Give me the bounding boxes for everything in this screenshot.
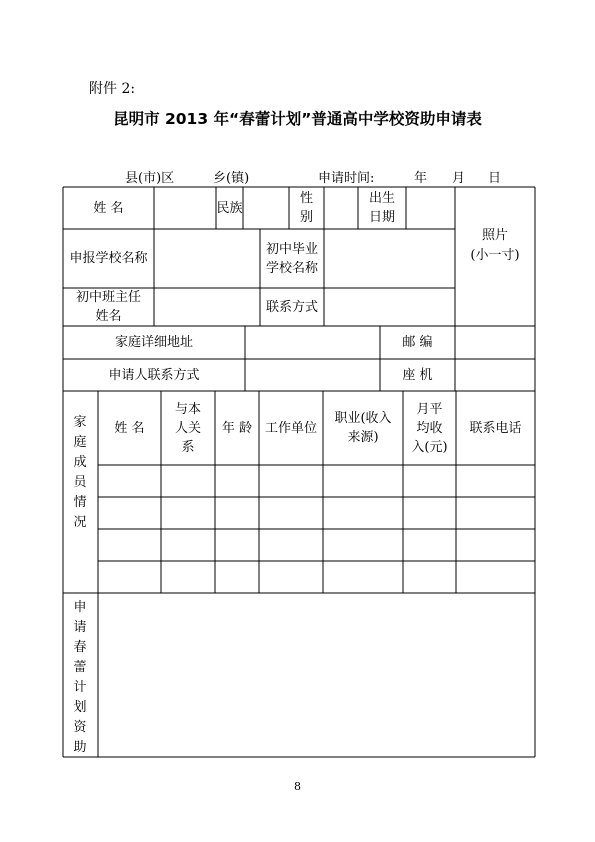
family-row[interactable] bbox=[98, 465, 535, 497]
birth-date-field[interactable] bbox=[406, 187, 455, 229]
family-header-phone: 联系电话 bbox=[469, 420, 522, 436]
landline-field[interactable] bbox=[455, 359, 535, 391]
apply-time-label: 申请时间: bbox=[318, 171, 375, 186]
day-label: 日 bbox=[488, 171, 502, 186]
family-header-occupation: 职业(收入来源) bbox=[334, 411, 392, 445]
family-row[interactable] bbox=[98, 529, 535, 561]
page-number: 8 bbox=[294, 780, 301, 793]
name-field[interactable] bbox=[154, 187, 216, 229]
gender-field[interactable] bbox=[324, 187, 358, 229]
school-name-label: 申报学校名称 bbox=[69, 251, 148, 266]
postcode-label: 邮 编 bbox=[402, 335, 433, 350]
reason-field[interactable] bbox=[98, 593, 535, 757]
photo-size-label: (小一寸) bbox=[470, 247, 520, 263]
page-title: 昆明市 2013 年“春蕾计划”普通高中学校资助申请表 bbox=[113, 110, 482, 128]
family-header-age: 年 龄 bbox=[221, 420, 253, 436]
family-header-relation: 与本人关系 bbox=[174, 401, 201, 455]
contact-field[interactable] bbox=[324, 288, 455, 326]
applicant-contact-field[interactable] bbox=[245, 359, 380, 391]
year-label: 年 bbox=[414, 171, 428, 186]
junior-teacher-label: 初中班主任姓名 bbox=[75, 290, 141, 324]
family-header-name: 姓 名 bbox=[114, 420, 145, 436]
month-label: 月 bbox=[452, 171, 466, 186]
township-label: 乡(镇) bbox=[213, 171, 250, 186]
family-header-employer: 工作单位 bbox=[264, 420, 317, 436]
county-label: 县(市)区 bbox=[125, 171, 175, 186]
name-label: 姓 名 bbox=[93, 200, 124, 216]
home-address-label: 家庭详细地址 bbox=[114, 335, 193, 350]
photo-label: 照片 bbox=[481, 227, 508, 243]
home-address-field[interactable] bbox=[245, 326, 380, 359]
junior-school-label: 初中毕业学校名称 bbox=[266, 241, 319, 276]
landline-label: 座 机 bbox=[402, 367, 433, 383]
ethnicity-label: 民族 bbox=[216, 200, 243, 216]
reason-section-label: 申请春蕾计划资助 bbox=[73, 600, 87, 755]
junior-school-field[interactable] bbox=[324, 229, 455, 288]
attachment-label: 附件 2: bbox=[89, 81, 136, 97]
school-name-field[interactable] bbox=[154, 229, 260, 288]
family-row[interactable] bbox=[98, 497, 535, 529]
junior-teacher-field[interactable] bbox=[154, 288, 260, 326]
gender-label: 性别 bbox=[299, 191, 313, 225]
contact-label: 联系方式 bbox=[265, 299, 318, 315]
ethnicity-field[interactable] bbox=[243, 187, 289, 229]
family-section-label: 家庭成员情况 bbox=[73, 415, 87, 530]
applicant-contact-label: 申请人联系方式 bbox=[108, 367, 200, 383]
family-row[interactable] bbox=[98, 561, 535, 593]
family-header-income: 月平均收入(元) bbox=[411, 401, 448, 455]
postcode-field[interactable] bbox=[455, 326, 535, 359]
birth-date-label: 出生日期 bbox=[368, 191, 395, 225]
